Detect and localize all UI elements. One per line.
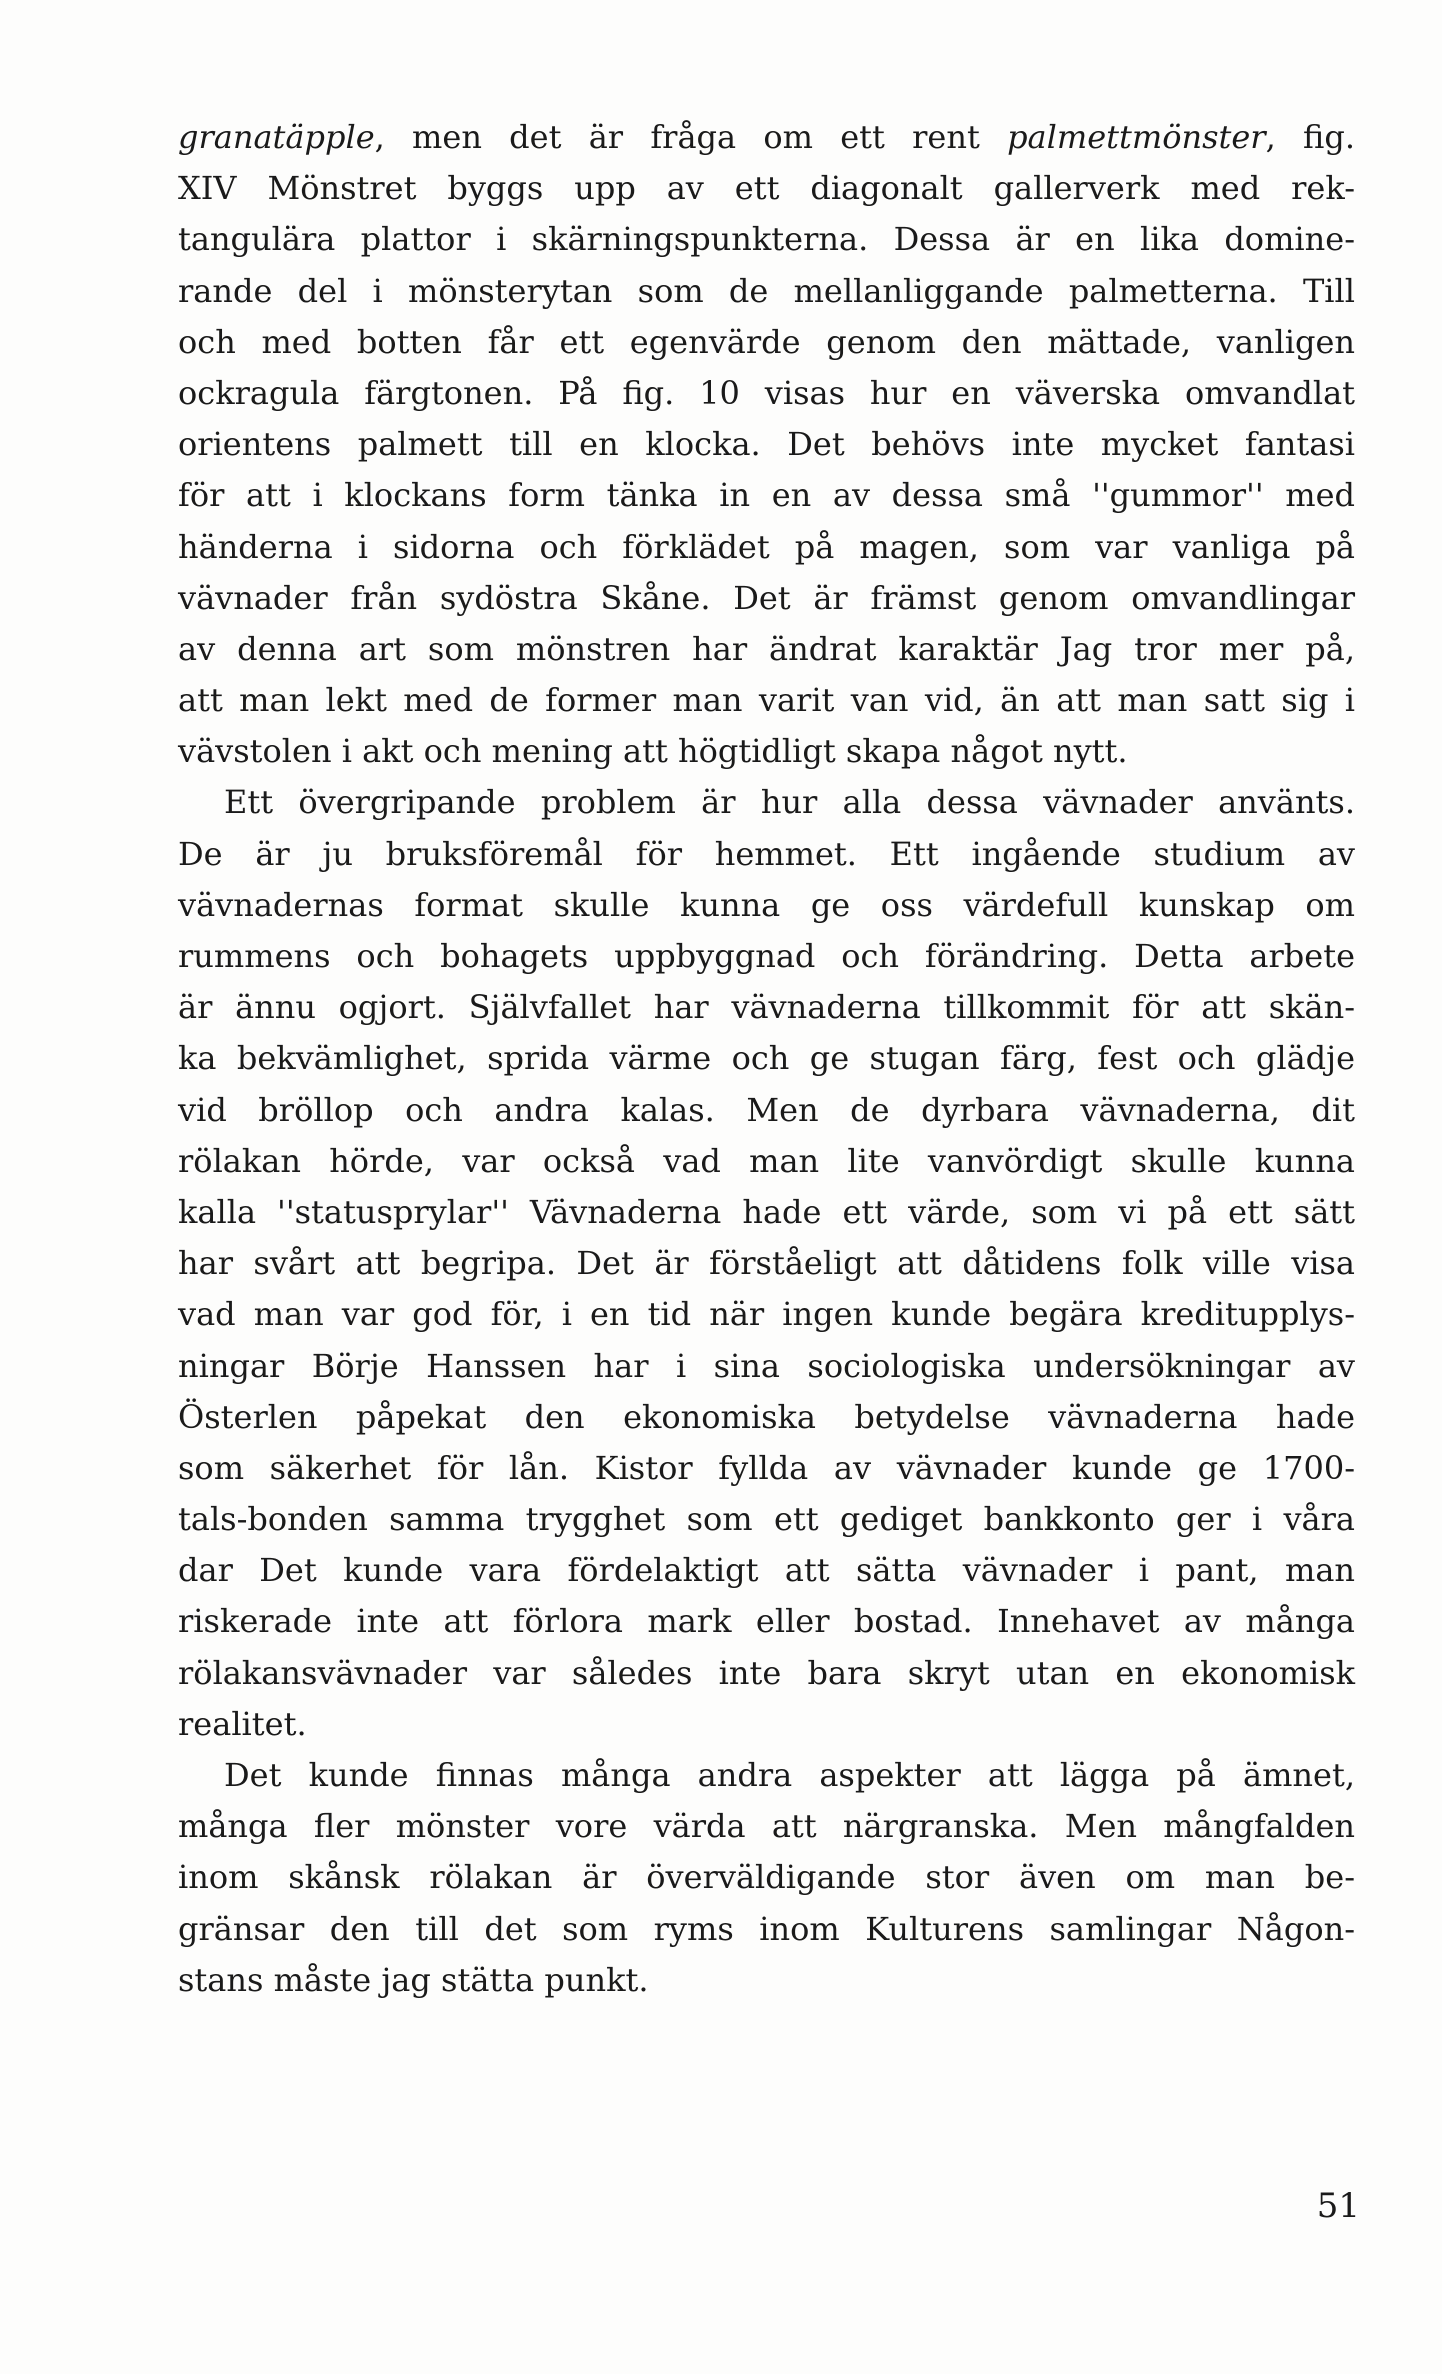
text-line: rande del i mönsterytan som de mellanliggande palmetterna. Till	[178, 271, 1355, 310]
text-line: många fler mönster vore värda att närgranska. Men mångfalden	[178, 1807, 1355, 1846]
text-line: dar Det kunde vara fördelaktigt att sätta vävnader i pant, man	[178, 1551, 1355, 1590]
text-line: Österlen påpekat den ekonomiska betydelse vävnaderna hade	[178, 1397, 1355, 1436]
italic-term: palmettmönster	[1007, 118, 1266, 156]
text-line: orientens palmett till en klocka. Det behövs inte mycket fantasi	[178, 425, 1355, 464]
text-line: granatäpple, men det är fråga om ett rent palmettmönster, fig.	[178, 118, 1356, 156]
text-line: tangulära plattor i skärningspunkterna. Dessa är en lika domine-	[178, 220, 1355, 259]
text-line: händerna i sidorna och förklädet på magen, som var vanliga på	[178, 527, 1355, 566]
text-line: är ännu ogjort. Självfallet har vävnaderna tillkommit för att skän-	[178, 988, 1355, 1027]
body-text	[178, 112, 1355, 2006]
text-line: och med botten får ett egenvärde genom den mättade, vanligen	[178, 322, 1355, 361]
text-line: vävnadernas format skulle kunna ge oss värdefull kunskap om	[178, 885, 1355, 924]
italic-term: granatäpple	[178, 118, 375, 156]
text-line: tals-bonden samma trygghet som ett gediget bankkonto ger i våra	[178, 1500, 1355, 1539]
text-line: riskerade inte att förlora mark eller bostad. Innehavet av många	[178, 1602, 1355, 1641]
text-line: ningar Börje Hanssen har i sina sociologiska undersökningar av	[178, 1346, 1355, 1385]
text-line: inom skånsk rölakan är överväldigande stor även om man be-	[178, 1858, 1355, 1897]
text-line: Det kunde finnas många andra aspekter att lägga på ämnet,	[224, 1756, 1355, 1794]
text-line: kalla ''statusprylar'' Vävnaderna hade ett värde, som vi på ett sätt	[178, 1192, 1355, 1231]
text-line: realitet.	[178, 1704, 307, 1743]
text-line: av denna art som mönstren har ändrat karaktär Jag tror mer på,	[178, 629, 1355, 668]
text-line: vad man var god för, i en tid när ingen kunde begära kreditupplys-	[178, 1295, 1355, 1334]
page-number: 51	[1316, 2186, 1360, 2226]
text-line: De är ju bruksföremål för hemmet. Ett ingående studium av	[178, 834, 1355, 873]
text-line: som säkerhet för lån. Kistor fyllda av vävnader kunde ge 1700-	[178, 1448, 1355, 1487]
text-line: vävstolen i akt och mening att högtidligt skapa något nytt.	[178, 732, 1128, 771]
text-line: ockragula färgtonen. På fig. 10 visas hur en väverska omvandlat	[178, 373, 1355, 412]
text-line: vävnader från sydöstra Skåne. Det är främst genom omvandlingar	[178, 578, 1355, 617]
text-line: rölakan hörde, var också vad man lite vanvördigt skulle kunna	[178, 1141, 1355, 1180]
text-line: har svårt att begripa. Det är förståeligt att dåtidens folk ville visa	[178, 1244, 1355, 1283]
text-line: XIV Mönstret byggs upp av ett diagonalt gallerverk med rek-	[178, 169, 1355, 208]
text-line: rölakansvävnader var således inte bara skryt utan en ekonomisk	[178, 1653, 1355, 1692]
text-line: för att i klockans form tänka in en av dessa små ''gummor'' med	[178, 476, 1355, 515]
text-line: att man lekt med de former man varit van vid, än att man satt sig i	[178, 681, 1355, 720]
text-line: ka bekvämlighet, sprida värme och ge stugan färg, fest och glädje	[178, 1039, 1355, 1078]
text-line: rummens och bohagets uppbyggnad och förändring. Detta arbete	[178, 937, 1355, 975]
text-line: stans måste jag stätta punkt.	[178, 1960, 649, 1999]
text-line: Ett övergripande problem är hur alla dessa vävnader använts.	[224, 783, 1355, 822]
text-line: gränsar den till det som ryms inom Kulturens samlingar Någon-	[178, 1909, 1355, 1948]
text-line: vid bröllop och andra kalas. Men de dyrbara vävnaderna, dit	[178, 1090, 1355, 1129]
